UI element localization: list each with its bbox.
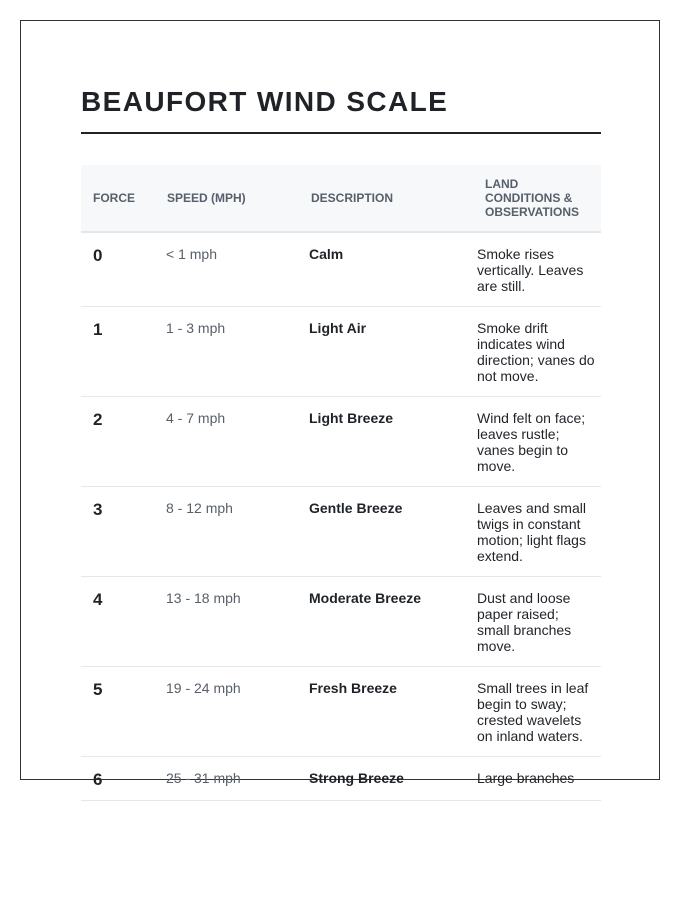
- table-row: [81, 397, 601, 487]
- table-body: [81, 232, 601, 801]
- description-cell: Light Air: [299, 307, 473, 397]
- table-container: [81, 165, 601, 805]
- description-cell: Strong Breeze: [299, 757, 473, 801]
- header-row: [81, 165, 601, 232]
- table-row: [81, 667, 601, 757]
- speed-cell: 1 - 3 mph: [155, 307, 299, 397]
- description-cell: Light Breeze: [299, 397, 473, 487]
- land-conditions-cell: Dust and loose paper raised; small branches move.: [473, 577, 601, 667]
- force-cell: 2: [81, 397, 155, 487]
- speed-cell: 4 - 7 mph: [155, 397, 299, 487]
- table-row: [81, 232, 601, 307]
- header-force: FORCE: [81, 165, 155, 232]
- title-divider: [81, 132, 601, 134]
- land-conditions-cell: Small trees in leaf begin to sway; crested wavelets on inland waters.: [473, 667, 601, 757]
- speed-cell: 19 - 24 mph: [155, 667, 299, 757]
- description-cell: Gentle Breeze: [299, 487, 473, 577]
- force-cell: 3: [81, 487, 155, 577]
- table-header: [81, 165, 601, 232]
- table-row: [81, 487, 601, 577]
- header-description: DESCRIPTION: [299, 165, 473, 232]
- header-speed: SPEED (MPH): [155, 165, 299, 232]
- page-title: BEAUFORT WIND SCALE: [81, 86, 449, 117]
- land-conditions-cell: Large branches: [473, 757, 601, 801]
- speed-cell: 25 - 31 mph: [155, 757, 299, 801]
- description-cell: Calm: [299, 232, 473, 307]
- table-row: [81, 757, 601, 801]
- force-cell: 6: [81, 757, 155, 801]
- description-cell: Moderate Breeze: [299, 577, 473, 667]
- speed-cell: 8 - 12 mph: [155, 487, 299, 577]
- speed-cell: < 1 mph: [155, 232, 299, 307]
- description-cell: Fresh Breeze: [299, 667, 473, 757]
- force-cell: 5: [81, 667, 155, 757]
- speed-cell: 13 - 18 mph: [155, 577, 299, 667]
- land-conditions-cell: Wind felt on face; leaves rustle; vanes begin to move.: [473, 397, 601, 487]
- force-cell: 4: [81, 577, 155, 667]
- land-conditions-cell: Smoke drift indicates wind direction; vanes do not move.: [473, 307, 601, 397]
- table-row: [81, 577, 601, 667]
- header-land-conditions: LAND CONDITIONS & OBSERVATIONS: [473, 165, 601, 232]
- land-conditions-cell: Leaves and small twigs in constant motion; light flags extend.: [473, 487, 601, 577]
- land-conditions-cell: Smoke rises vertically. Leaves are still.: [473, 232, 601, 307]
- table-row: [81, 307, 601, 397]
- force-cell: 1: [81, 307, 155, 397]
- beaufort-table: [81, 165, 601, 801]
- force-cell: 0: [81, 232, 155, 307]
